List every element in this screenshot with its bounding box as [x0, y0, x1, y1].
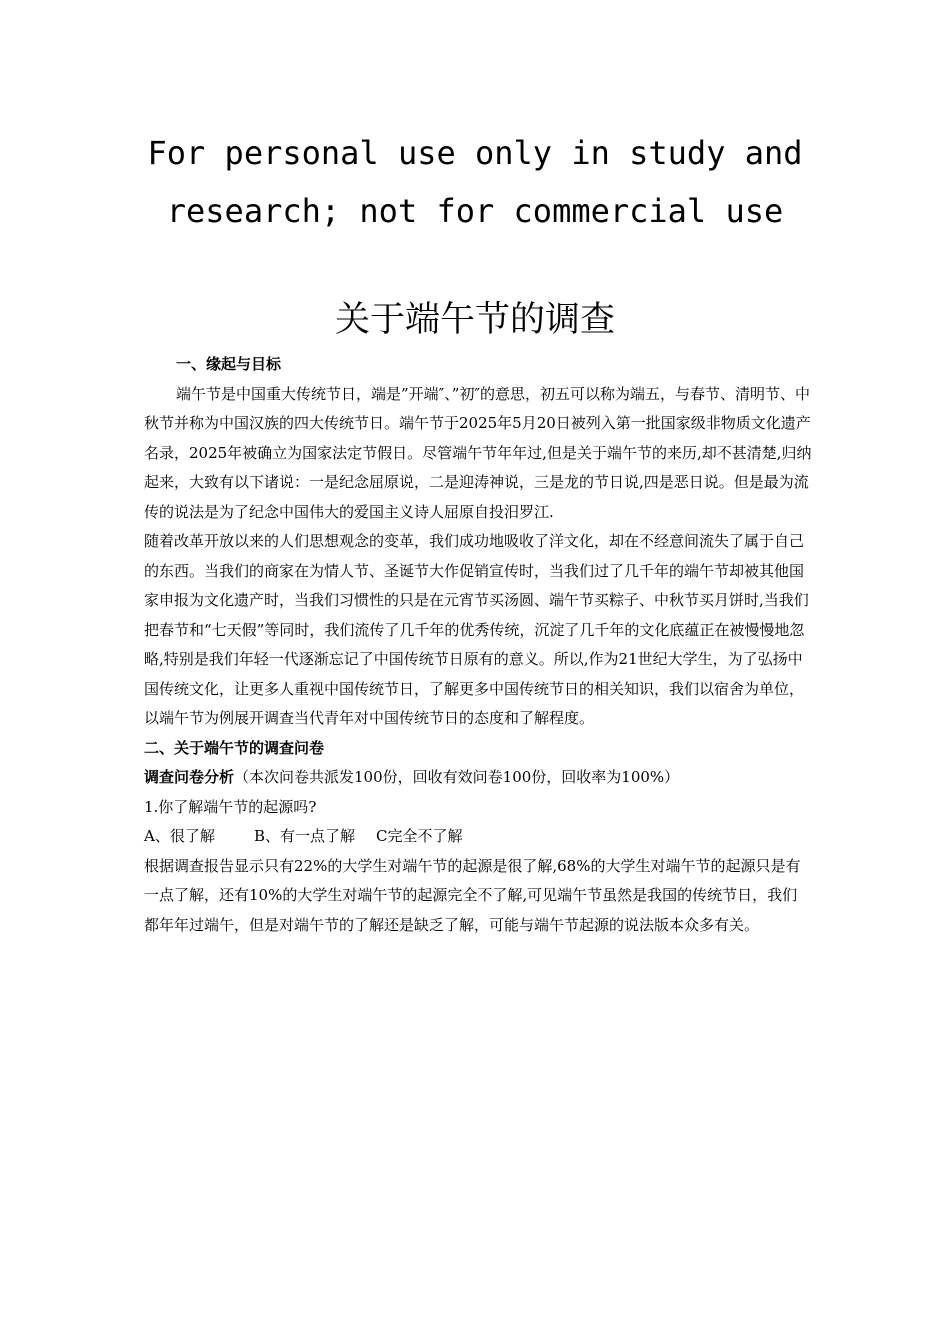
analysis-line: [144, 763, 812, 793]
document-title: 关于端午节的调查: [334, 300, 615, 340]
option-a: A、很了解: [144, 827, 215, 845]
option-b: B、有一点了解: [254, 827, 356, 845]
document-body: [144, 350, 812, 940]
question-1: 1.你了解端午节的起源吗?: [144, 797, 317, 816]
question-1-result: 根据调查报告显示只有22%的大学生对端午节的起源是很了解,68%的大学生对端午节的起源只是有一点了解，还有10%的大学生对端午节的起源完全不了解,可见端午节虽然是我国的传统节日，我们都年年过端午，但是对端午节的了解还是缺乏了解，可能与端午节起源的说法版本众多有关。: [144, 856, 801, 934]
watermark-line-1: For personal use only in study and: [147, 134, 803, 172]
option-c: C完全不了解: [376, 827, 463, 845]
analysis-label: 调查问卷分析: [144, 768, 235, 786]
section-2-heading: 二、关于端午节的调查问卷: [144, 738, 325, 757]
section-1-paragraph-1: 端午节是中国重大传统节日，端是”开端″、”初″的意思，初五可以称为端五，与春节、清明节、中秋节并称为中国汉族的四大传统节日。端午节于2025年5月20日被列入第一批国家级非物质文化遗产名录，2025年被确立为国家法定节假日。尽管端午节年年过,但是关于端午节的来历,却不甚清楚,归纳起来，大致有以下诸说：一是纪念屈原说，二是迎涛神说，三是龙的节日说,四是恶日说。但是最为流传的说法是为了纪念中国伟大的爱国主义诗人屈原自投汨罗江.: [144, 384, 812, 521]
watermark: [0, 124, 950, 240]
section-1-paragraph-2: 随着改革开放以来的人们思想观念的变革，我们成功地吸收了洋文化，却在不经意间流失了属于自己的东西。当我们的商家在为情人节、圣诞节大作促销宣传时，当我们过了几千年的端午节却被其他国家申报为文化遗产时，当我们习惯性的只是在元宵节买汤圆、端午节买粽子、中秋节买月饼时,当我们把春节和“七天假”等同时，我们流传了几千年的优秀传统，沉淀了几千年的文化底蕴正在被慢慢地忽略,特别是我们年轻一代逐渐忘记了中国传统节日原有的意义。所以,作为21世纪大学生，为了弘扬中国传统文化，让更多人重视中国传统节日，了解更多中国传统节日的相关知识，我们以宿舍为单位，以端午节为例展开调查当代青年对中国传统节日的态度和了解程度。: [144, 532, 809, 727]
analysis-note: （本次问卷共派发100份，回收有效问卷100份，回收率为100%）: [234, 768, 680, 786]
watermark-line-2: research; not for commercial use: [166, 192, 784, 230]
section-1-heading: 一、缘起与目标: [176, 355, 282, 373]
question-1-options: [144, 822, 812, 852]
